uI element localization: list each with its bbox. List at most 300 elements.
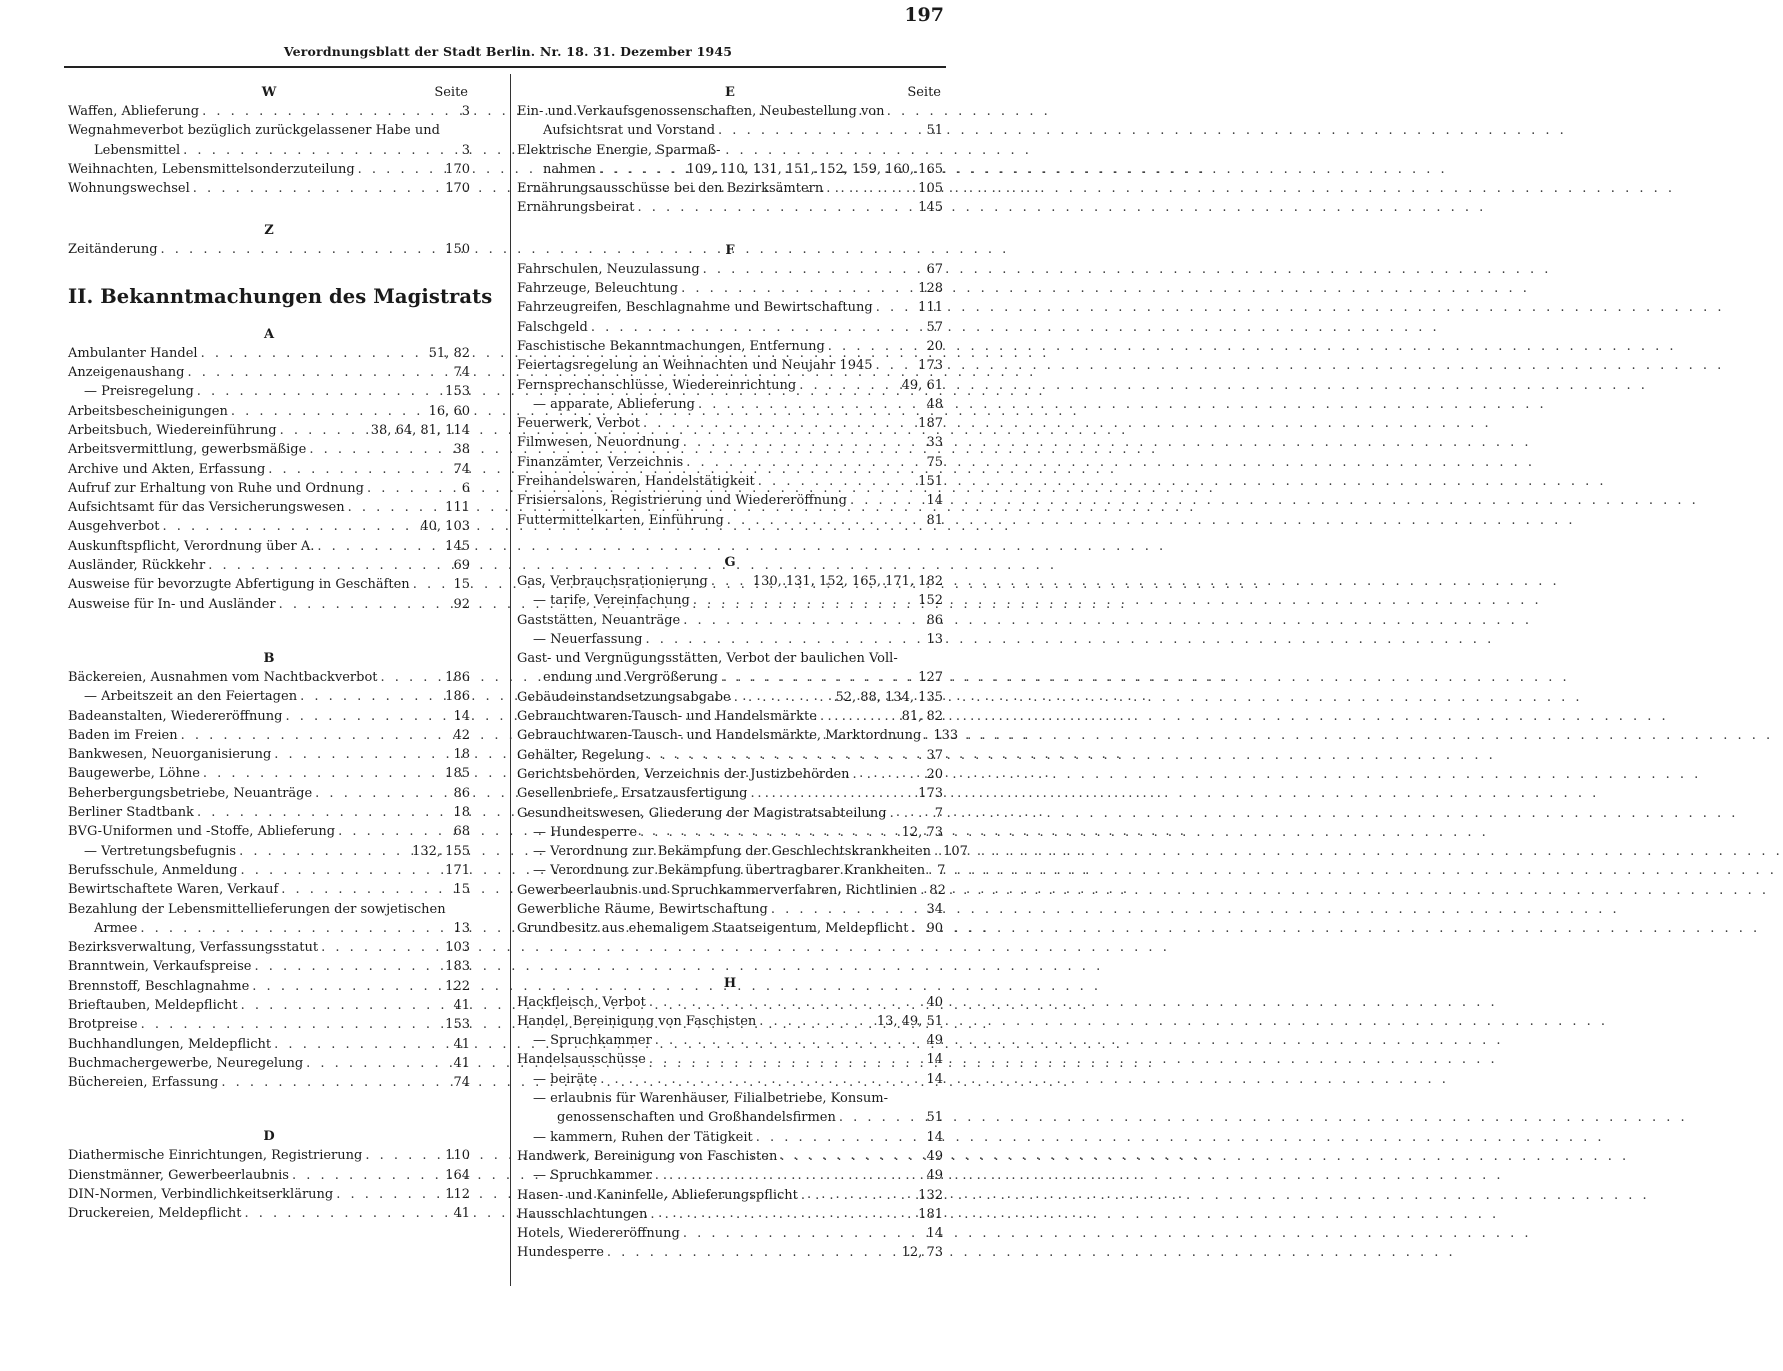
leader-dots bbox=[850, 491, 923, 510]
leader-dots bbox=[693, 591, 915, 610]
index-entry bbox=[68, 1185, 470, 1204]
index-entry-text: Anzeigenaushang bbox=[68, 365, 185, 381]
leader-dots bbox=[244, 1204, 450, 1223]
index-entry-text: Gehälter, Regelung bbox=[517, 747, 645, 763]
index-entry-text: Buchhandlungen, Meldepflicht bbox=[68, 1036, 272, 1052]
entry-list bbox=[68, 240, 470, 259]
index-entry bbox=[68, 382, 470, 401]
index-entry bbox=[68, 460, 470, 479]
entry-list bbox=[517, 572, 968, 939]
leader-dots bbox=[208, 556, 450, 575]
leader-dots bbox=[780, 1147, 923, 1166]
index-entry bbox=[517, 746, 943, 765]
page-reference: 153 bbox=[445, 1017, 470, 1033]
index-entry bbox=[68, 784, 470, 803]
index-entry bbox=[517, 279, 943, 298]
seite-label: Seite bbox=[434, 85, 468, 100]
index-entry bbox=[68, 440, 470, 459]
page-reference: 170 bbox=[445, 181, 470, 197]
section-d bbox=[68, 1128, 470, 1223]
leader-dots bbox=[183, 141, 459, 160]
leader-dots bbox=[640, 823, 899, 842]
leader-dots bbox=[681, 279, 915, 298]
section-z bbox=[68, 222, 470, 259]
index-entry bbox=[68, 344, 470, 363]
leader-dots bbox=[292, 1166, 442, 1185]
leader-dots bbox=[771, 900, 924, 919]
index-entry-text: Freihandelswaren, Handelstätigkeit bbox=[517, 474, 755, 490]
index-entry bbox=[68, 575, 470, 594]
index-entry bbox=[517, 572, 943, 591]
page-reference: 111 bbox=[445, 500, 470, 516]
page-reference: 12, 73 bbox=[901, 1245, 943, 1261]
index-entry bbox=[68, 1204, 470, 1223]
index-entry-text: Fahrzeugreifen, Beschlagnahme und Bewirtschaftung bbox=[517, 300, 873, 316]
leader-dots bbox=[268, 460, 450, 479]
index-entry-text: — Spruchkammer bbox=[533, 1033, 652, 1049]
seite-label: Seite bbox=[907, 85, 941, 100]
index-entry-text: Büchereien, Erfassung bbox=[68, 1075, 219, 1091]
index-entry-text: Finanzämter, Verzeichnis bbox=[517, 454, 684, 470]
index-entry bbox=[68, 363, 470, 382]
page-reference: 48 bbox=[926, 396, 943, 412]
leader-dots bbox=[828, 337, 924, 356]
index-entry-text: Gesundheitswesen, Gliederung der Magistratsabteilung bbox=[517, 805, 887, 821]
index-entry bbox=[517, 121, 943, 140]
index-entry bbox=[68, 102, 470, 121]
index-entry bbox=[517, 726, 959, 745]
page-reference: 57 bbox=[926, 319, 943, 335]
index-entry-text: Brieftauben, Meldepflicht bbox=[68, 997, 238, 1013]
entry-list bbox=[517, 260, 943, 530]
index-entry-continuation: genossenschaften und Großhandelsfirmen bbox=[557, 1110, 836, 1126]
page-reference: 133 bbox=[933, 728, 959, 744]
section-letter: E bbox=[725, 85, 735, 100]
index-entry-text: Waffen, Ablieferung bbox=[68, 104, 200, 119]
leader-dots bbox=[934, 842, 940, 861]
page-reference: 186 bbox=[445, 689, 470, 705]
leader-dots bbox=[799, 376, 898, 395]
section-f bbox=[517, 242, 943, 530]
index-entry-text: Falschgeld bbox=[517, 319, 588, 335]
leader-dots bbox=[643, 414, 915, 433]
index-entry bbox=[517, 395, 943, 414]
leader-dots bbox=[197, 382, 442, 401]
leader-dots bbox=[161, 240, 443, 259]
index-entry-text: — beiräte bbox=[533, 1071, 598, 1087]
leader-dots bbox=[820, 707, 899, 726]
leader-dots bbox=[718, 121, 923, 140]
index-entry-text: Gebrauchtwaren-Tausch- und Handelsmärkte bbox=[517, 709, 817, 725]
index-entry bbox=[517, 1243, 943, 1262]
index-entry bbox=[517, 198, 943, 217]
section-h bbox=[517, 975, 943, 1263]
page-reference: 49 bbox=[926, 1033, 943, 1049]
leader-dots bbox=[274, 1035, 450, 1054]
index-entry-text: Fahrschulen, Neuzulassung bbox=[517, 261, 700, 277]
index-entry-text: Fernsprechanschlüsse, Wiedereinrichtung bbox=[517, 377, 797, 393]
leader-dots bbox=[338, 822, 450, 841]
page-reference: 14 bbox=[926, 1129, 943, 1145]
leader-dots bbox=[600, 1070, 923, 1089]
index-entry bbox=[68, 1054, 470, 1073]
index-entry-text: Weihnachten, Lebensmittelsonderzuteilung bbox=[68, 161, 355, 177]
section-letter: D bbox=[263, 1129, 275, 1145]
leader-dots bbox=[309, 440, 450, 459]
index-entry bbox=[517, 919, 943, 938]
page-header: Verordnungsblatt der Stadt Berlin. Nr. 18. 31. Dezember 1945 bbox=[283, 44, 733, 59]
leader-dots bbox=[698, 395, 924, 414]
leader-dots bbox=[683, 1224, 924, 1243]
page-reference: 130, 131, 152, 165, 171, 182 bbox=[752, 573, 943, 589]
leader-dots bbox=[924, 726, 930, 745]
leader-dots bbox=[141, 1015, 443, 1034]
section-w bbox=[68, 84, 470, 198]
index-entry-continuation: endung und Vergrößerung bbox=[543, 670, 718, 686]
index-entry bbox=[517, 842, 968, 861]
leader-dots bbox=[801, 1186, 915, 1205]
leader-dots bbox=[607, 1243, 899, 1262]
index-entry-text: Hotels, Wiedereröffnung bbox=[517, 1226, 680, 1242]
page-reference: 40 bbox=[926, 994, 943, 1010]
index-entry bbox=[68, 707, 470, 726]
entry-list bbox=[517, 102, 943, 218]
page-reference: 67 bbox=[926, 261, 943, 277]
index-entry bbox=[517, 1166, 943, 1185]
index-entry bbox=[517, 511, 943, 530]
leader-dots bbox=[321, 938, 442, 957]
page-reference: 75 bbox=[926, 454, 943, 470]
page-reference: 69 bbox=[453, 558, 470, 574]
entry-list bbox=[68, 668, 470, 1093]
page-reference: 181 bbox=[918, 1206, 943, 1222]
leader-dots bbox=[645, 630, 923, 649]
index-entry bbox=[517, 260, 943, 279]
index-entry bbox=[68, 726, 470, 745]
leader-dots bbox=[683, 433, 924, 452]
leader-dots bbox=[187, 363, 450, 382]
index-entry bbox=[517, 1186, 943, 1205]
page-reference: 49 bbox=[926, 1168, 943, 1184]
leader-dots bbox=[655, 1031, 924, 1050]
index-entry-text: Grundbesitz aus ehemaligem Staatseigentum, Meldepflicht bbox=[517, 921, 909, 937]
index-entry-text: Gas, Verbrauchsrationierung bbox=[517, 573, 708, 589]
page-reference: 183 bbox=[445, 959, 470, 975]
index-entry bbox=[68, 595, 470, 614]
index-entry-text: Auskunftspflicht, Verordnung über A. bbox=[68, 538, 315, 554]
entry-list bbox=[68, 1146, 470, 1223]
leader-dots bbox=[839, 1108, 924, 1127]
index-entry bbox=[68, 498, 470, 517]
part-title: II. Bekanntmachungen des Magistrats bbox=[68, 284, 493, 308]
page-reference: 41 bbox=[453, 997, 470, 1013]
index-entry bbox=[517, 1050, 943, 1069]
index-entry bbox=[517, 861, 946, 880]
page-reference: 151 bbox=[918, 474, 943, 490]
leader-dots bbox=[336, 1185, 442, 1204]
section-letter: G bbox=[724, 554, 736, 570]
page-reference: 13, 49, 51 bbox=[876, 1013, 943, 1029]
page-reference: 41 bbox=[453, 1036, 470, 1052]
index-entry-text: Brotpreise bbox=[68, 1017, 138, 1033]
index-entry-text: Frisiersalons, Registrierung und Wiedereröffnung bbox=[517, 493, 848, 509]
index-entry-text: Archive und Akten, Erfassung bbox=[68, 461, 266, 477]
index-entry bbox=[68, 421, 470, 440]
leader-dots bbox=[365, 1146, 442, 1165]
index-entry-text: Feiertagsregelung an Weihnachten und Neujahr 1945 bbox=[517, 358, 873, 374]
index-entry bbox=[517, 356, 943, 375]
leader-dots bbox=[920, 881, 926, 900]
page-reference: 145 bbox=[445, 538, 470, 554]
left-column bbox=[68, 84, 493, 1224]
page-reference: 152 bbox=[918, 593, 943, 609]
index-entry bbox=[68, 822, 470, 841]
leader-dots bbox=[306, 1054, 450, 1073]
index-entry-text: Bezirksverwaltung, Verfassungsstatut bbox=[68, 940, 319, 956]
leader-dots bbox=[193, 179, 442, 198]
page-reference: 49, 61 bbox=[901, 377, 943, 393]
page-reference: 185 bbox=[445, 766, 470, 782]
index-entry-text: Ein- und Verkaufsgenossenschaften, Neubestellung von bbox=[517, 104, 885, 119]
leader-dots bbox=[711, 572, 750, 591]
index-entry bbox=[68, 861, 470, 880]
index-entry-continuation: Aufsichtsrat und Vorstand bbox=[543, 123, 716, 139]
index-entry-text: Bäckereien, Ausnahmen vom Nachtbackverbot bbox=[68, 669, 378, 685]
page-reference: 74 bbox=[453, 365, 470, 381]
page-reference: 51, 82 bbox=[428, 345, 470, 361]
index-entry-text: Diathermische Einrichtungen, Registrierung bbox=[68, 1148, 363, 1164]
page-reference: 6 bbox=[461, 480, 470, 496]
index-entry bbox=[517, 1224, 943, 1243]
index-entry bbox=[68, 919, 470, 938]
index-entry-text: Feuerwerk, Verbot bbox=[517, 416, 640, 432]
page-reference: 128 bbox=[918, 281, 943, 297]
page-reference: 41 bbox=[453, 1055, 470, 1071]
index-entry-text: — tarife, Vereinfachung bbox=[533, 593, 690, 609]
page-reference: 40, 103 bbox=[420, 519, 470, 535]
index-entry bbox=[517, 1012, 943, 1031]
index-entry bbox=[68, 1015, 470, 1034]
leader-dots bbox=[683, 611, 923, 630]
page-reference: 74 bbox=[453, 1075, 470, 1091]
leader-dots bbox=[890, 804, 932, 823]
page-reference: 171 bbox=[445, 862, 470, 878]
index-entry-text: — erlaubnis für Warenhäuser, Filialbetriebe, Konsum- bbox=[533, 1091, 888, 1107]
index-entry-text: Hausschlachtungen bbox=[517, 1206, 648, 1222]
leader-dots bbox=[367, 479, 459, 498]
leader-dots bbox=[703, 260, 924, 279]
index-entry bbox=[517, 453, 943, 472]
page-reference: 186 bbox=[445, 669, 470, 685]
leader-dots bbox=[202, 102, 459, 121]
index-entry-continuation: Armee bbox=[94, 920, 138, 936]
index-entry bbox=[517, 160, 943, 179]
leader-dots bbox=[928, 861, 934, 880]
leader-dots bbox=[734, 688, 833, 707]
index-entry-text: Ambulanter Handel bbox=[68, 345, 198, 361]
index-entry-text: Ausweise für In- und Ausländer bbox=[68, 596, 276, 612]
section-letter: H bbox=[723, 975, 737, 991]
index-entry bbox=[517, 472, 943, 491]
index-entry-text: Gast- und Vergnügungsstätten, Verbot der baulichen Voll- bbox=[517, 651, 898, 667]
index-entry bbox=[68, 1146, 470, 1165]
leader-dots bbox=[413, 575, 451, 594]
leader-dots bbox=[240, 861, 442, 880]
index-entry-text: Aufsichtsamt für das Versicherungswesen bbox=[68, 500, 345, 516]
index-entry bbox=[68, 803, 470, 822]
index-entry bbox=[68, 1035, 470, 1054]
index-entry-text: Ernährungsausschüsse bei den Bezirksämtern bbox=[517, 181, 824, 197]
index-entry-continuation: Lebensmittel bbox=[94, 142, 181, 158]
section-e bbox=[517, 84, 943, 218]
entry-list bbox=[517, 993, 943, 1263]
index-entry-text: — Vertretungsbefugnis bbox=[84, 843, 237, 859]
index-entry-text: Hasen- und Kaninfelle, Ablieferungspflicht bbox=[517, 1187, 798, 1203]
page-reference: 14 bbox=[926, 493, 943, 509]
leader-dots bbox=[239, 842, 409, 861]
index-entry bbox=[517, 688, 943, 707]
page-reference: 187 bbox=[918, 416, 943, 432]
index-entry bbox=[517, 804, 943, 823]
page-reference: 7 bbox=[934, 805, 943, 821]
page-reference: 34 bbox=[926, 901, 943, 917]
index-entry bbox=[68, 957, 470, 976]
section-b bbox=[68, 650, 470, 1093]
index-entry-text: Gewerbliche Räume, Bewirtschaftung bbox=[517, 901, 768, 917]
index-entry bbox=[68, 240, 470, 259]
header-rule bbox=[64, 66, 946, 68]
index-entry bbox=[68, 1166, 470, 1185]
section-letter: A bbox=[263, 326, 275, 342]
index-entry-text: Hackfleisch, Verbot bbox=[517, 994, 646, 1010]
index-entry bbox=[68, 880, 470, 899]
index-entry bbox=[68, 745, 470, 764]
index-entry bbox=[517, 1031, 943, 1050]
index-entry bbox=[517, 993, 943, 1012]
leader-dots bbox=[649, 993, 924, 1012]
section-letter: Z bbox=[264, 223, 274, 239]
leader-dots bbox=[315, 784, 450, 803]
index-entry bbox=[517, 668, 943, 687]
page-reference: 74 bbox=[453, 461, 470, 477]
index-entry bbox=[517, 1205, 943, 1224]
page-reference: 90 bbox=[926, 921, 943, 937]
index-entry bbox=[68, 938, 470, 957]
page-reference: 92 bbox=[453, 596, 470, 612]
page-reference: 7 bbox=[937, 863, 946, 879]
index-entry-text: Filmwesen, Neuordnung bbox=[517, 435, 680, 451]
index-entry bbox=[517, 1147, 943, 1166]
index-entry-text: — Hundesperre bbox=[533, 824, 638, 840]
leader-dots bbox=[750, 784, 915, 803]
section-letter: W bbox=[261, 85, 277, 100]
leader-dots bbox=[197, 803, 451, 822]
leader-dots bbox=[591, 318, 924, 337]
page-reference: 150 bbox=[445, 242, 470, 258]
leader-dots bbox=[358, 160, 443, 179]
page-reference: 145 bbox=[918, 200, 943, 216]
page-reference: 132, 155 bbox=[412, 843, 470, 859]
leader-dots bbox=[281, 880, 450, 899]
index-entry-text: Ernährungsbeirat bbox=[517, 200, 635, 216]
index-entry bbox=[517, 881, 946, 900]
index-entry-text: Dienstmänner, Gewerbeerlaubnis bbox=[68, 1167, 289, 1183]
page-reference: 20 bbox=[926, 338, 943, 354]
index-entry-text: Gebäudeinstandsetzungsabgabe bbox=[517, 689, 731, 705]
page-reference: 20 bbox=[926, 766, 943, 782]
leader-dots bbox=[756, 1128, 924, 1147]
index-entry-text: Aufruf zur Erhaltung von Ruhe und Ordnung bbox=[68, 480, 364, 496]
leader-dots bbox=[826, 179, 915, 198]
leader-dots bbox=[686, 453, 923, 472]
index-entry bbox=[68, 1073, 470, 1092]
index-entry-text: Arbeitsbescheinigungen bbox=[68, 403, 228, 419]
index-entry bbox=[517, 707, 943, 726]
page-reference: 86 bbox=[453, 785, 470, 801]
index-entry-continuation: nahmen bbox=[543, 161, 596, 177]
leader-dots bbox=[221, 1073, 450, 1092]
page-reference: 86 bbox=[926, 612, 943, 628]
index-entry-text: — Verordnung zur Bekämpfung übertragbarer Krankheiten bbox=[533, 863, 926, 879]
leader-dots bbox=[876, 298, 915, 317]
right-column bbox=[517, 84, 968, 1263]
leader-dots bbox=[758, 472, 915, 491]
section-letter: F bbox=[725, 242, 735, 258]
page-reference: 33 bbox=[926, 435, 943, 451]
index-entry-text: Druckereien, Meldepflicht bbox=[68, 1206, 242, 1222]
page-reference: 14 bbox=[926, 1071, 943, 1087]
page-reference: 111 bbox=[918, 300, 943, 316]
index-entry-text: Futtermittelkarten, Einführung bbox=[517, 512, 724, 528]
index-entry bbox=[517, 414, 943, 433]
index-entry bbox=[68, 479, 470, 498]
index-entry bbox=[68, 179, 470, 198]
page-reference: 173 bbox=[918, 786, 943, 802]
leader-dots bbox=[279, 595, 451, 614]
index-entry bbox=[517, 1070, 943, 1089]
leader-dots bbox=[638, 198, 916, 217]
leader-dots bbox=[300, 687, 442, 706]
page-reference: 153 bbox=[445, 384, 470, 400]
leader-dots bbox=[348, 498, 443, 517]
page-reference: 18 bbox=[453, 747, 470, 763]
index-entry bbox=[517, 823, 943, 842]
index-entry-text: Gesellenbriefe, Ersatzausfertigung bbox=[517, 786, 748, 802]
page-reference: 173 bbox=[918, 358, 943, 374]
index-entry-text: Ausländer, Rückkehr bbox=[68, 558, 206, 574]
index-entry-text: Ausweise für bevorzugte Abfertigung in Geschäften bbox=[68, 577, 410, 593]
index-entry-text: — Verordnung zur Bekämpfung der Geschlechtskrankheiten bbox=[533, 844, 932, 860]
leader-dots bbox=[853, 765, 924, 784]
leader-dots bbox=[655, 1166, 924, 1185]
leader-dots bbox=[241, 996, 451, 1015]
leader-dots bbox=[876, 356, 916, 375]
page-reference: 51 bbox=[926, 123, 943, 139]
leader-dots bbox=[599, 160, 684, 179]
page-reference: 14 bbox=[926, 1052, 943, 1068]
index-entry bbox=[68, 556, 470, 575]
entry-list bbox=[68, 102, 470, 198]
page-reference: 170 bbox=[445, 161, 470, 177]
index-entry-text: — apparate, Ablieferung bbox=[533, 396, 695, 412]
index-entry bbox=[68, 668, 470, 687]
page-reference: 38 bbox=[453, 442, 470, 458]
index-entry-text: Beherbergungsbetriebe, Neuanträge bbox=[68, 785, 313, 801]
leader-dots bbox=[911, 919, 923, 938]
index-entry bbox=[517, 630, 943, 649]
page-reference: 109, 110, 131, 151, 152, 159, 160, 165 bbox=[686, 161, 943, 177]
page-reference: 132 bbox=[918, 1187, 943, 1203]
